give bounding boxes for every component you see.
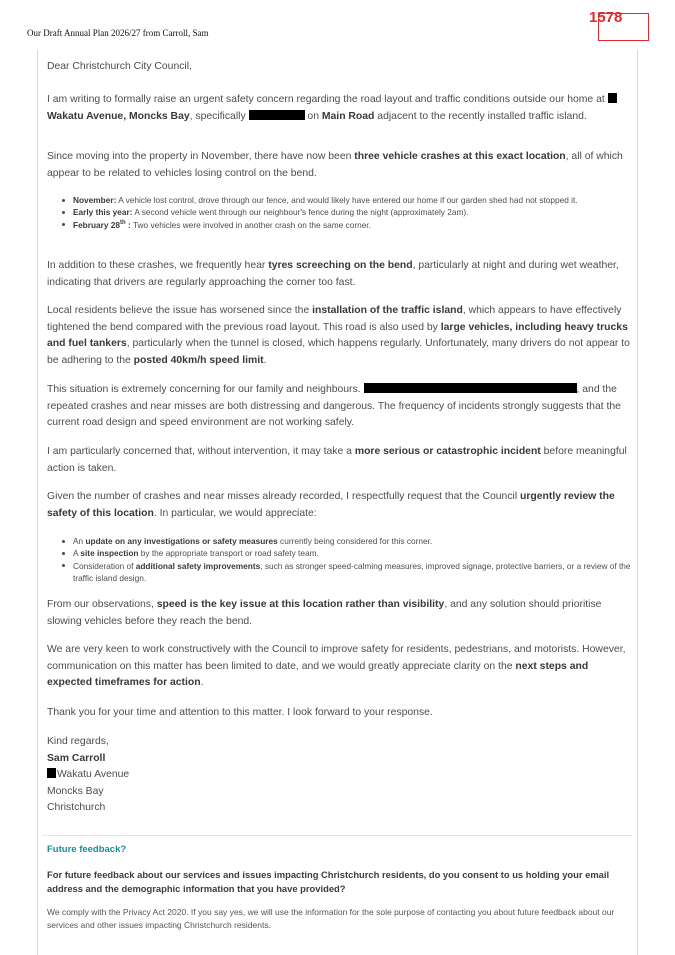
paragraph-9: We are very keen to work constructively with the Council to improve safety for residents, pedestrians, and motorists. However, communication on this matter has been limited to date, and we would greatly appreciate clarity on the next steps and expected timeframes for action. [47, 644, 626, 689]
list-item: A site inspection by the appropriate transport or road safety team. [47, 547, 635, 559]
list-item: Early this year: A second vehicle went through our neighbour's fence during the night (approximately 2am). [47, 206, 635, 218]
privacy-statement: We comply with the Privacy Act 2020. If you say yes, we will use the information for the sole purpose of contacting you about future feedback about our services and other issues impacting Christchurch residents. [47, 907, 615, 930]
list-item: February 28th : Two vehicles were involved in another crash on the same corner. [47, 219, 635, 231]
crash-list [47, 194, 635, 231]
list-item: An update on any investigations or safety measures currently being considered for this corner. [47, 535, 635, 547]
redaction-block [364, 383, 577, 393]
list-item: November: A vehicle lost control, drove through our fence, and would likely have entered our home if our garden shed had not stopped it. [47, 194, 635, 206]
paragraph-10: Thank you for your time and attention to this matter. I look forward to your response. [47, 707, 433, 718]
paragraph-2: Since moving into the property in November, there have now been three vehicle crashes at this exact location, all of which appear to be related to vehicles losing control on the bend. [47, 151, 623, 179]
paragraph-1: I am writing to formally raise an urgent safety concern regarding the road layout and traffic conditions outside our home at Wakatu Avenue, Moncks Bay, specifically on Main Road adjacent to the recently installed traffic island. [47, 92, 635, 125]
address-line: Christchurch [47, 802, 106, 814]
section-divider [42, 835, 632, 836]
submission-document [37, 50, 638, 955]
sender-name: Sam Carroll [47, 752, 106, 764]
address-line: Moncks Bay [47, 785, 104, 797]
letter-greeting: Dear Christchurch City Council, [47, 61, 192, 72]
list-item: Consideration of additional safety improvements, such as stronger speed-calming measures, improved signage, protective barriers, or a review of the traffic island design. [47, 560, 635, 585]
page-number: 1578 [589, 9, 623, 26]
request-list [47, 535, 635, 585]
future-feedback-question: For future feedback about our services and issues impacting Christchurch residents, do you consent to us holding your email address and the demographic information that you have provided? [47, 869, 610, 894]
page-number-box [598, 13, 649, 41]
document-header-title: Our Draft Annual Plan 2026/27 from Carroll, Sam [27, 28, 209, 38]
paragraph-5: This situation is extremely concerning for our family and neighbours. , and the repeated crashes and near misses are both distressing and dangerous. The frequency of incidents strongly suggests that the current road design and speed environment are not working safely. [47, 384, 621, 429]
paragraph-7: Given the number of crashes and near misses already recorded, I respectfully request that the Council urgently review the safety of this location. In particular, we would appreciate: [47, 491, 615, 519]
paragraph-6: I am particularly concerned that, without intervention, it may take a more serious or catastrophic incident before meaningful action is taken. [47, 446, 627, 474]
redaction-block [249, 110, 305, 120]
address-line: Wakatu Avenue [47, 767, 635, 784]
future-feedback-heading: Future feedback? [47, 844, 127, 855]
letter-signature [47, 734, 635, 817]
redaction-block [47, 768, 56, 778]
redaction-block [608, 93, 617, 103]
paragraph-8: From our observations, speed is the key issue at this location rather than visibility, and any solution should prioritise slowing vehicles before they reach the bend. [47, 599, 602, 627]
signoff: Kind regards, [47, 736, 109, 747]
paragraph-3: In addition to these crashes, we frequently hear tyres screeching on the bend, particularly at night and during wet weather, indicating that drivers are regularly approaching the corner too fast. [47, 260, 619, 288]
paragraph-4: Local residents believe the issue has worsened since the installation of the traffic island, which appears to have effectively tightened the bend compared with the previous road layout. This road is also used by large vehicles, including heavy trucks and fuel tankers, particularly when the tunnel is closed, which happens regularly. Unfortunately, many drivers do not appear to be adhering to the posted 40km/h speed limit. [47, 305, 630, 366]
